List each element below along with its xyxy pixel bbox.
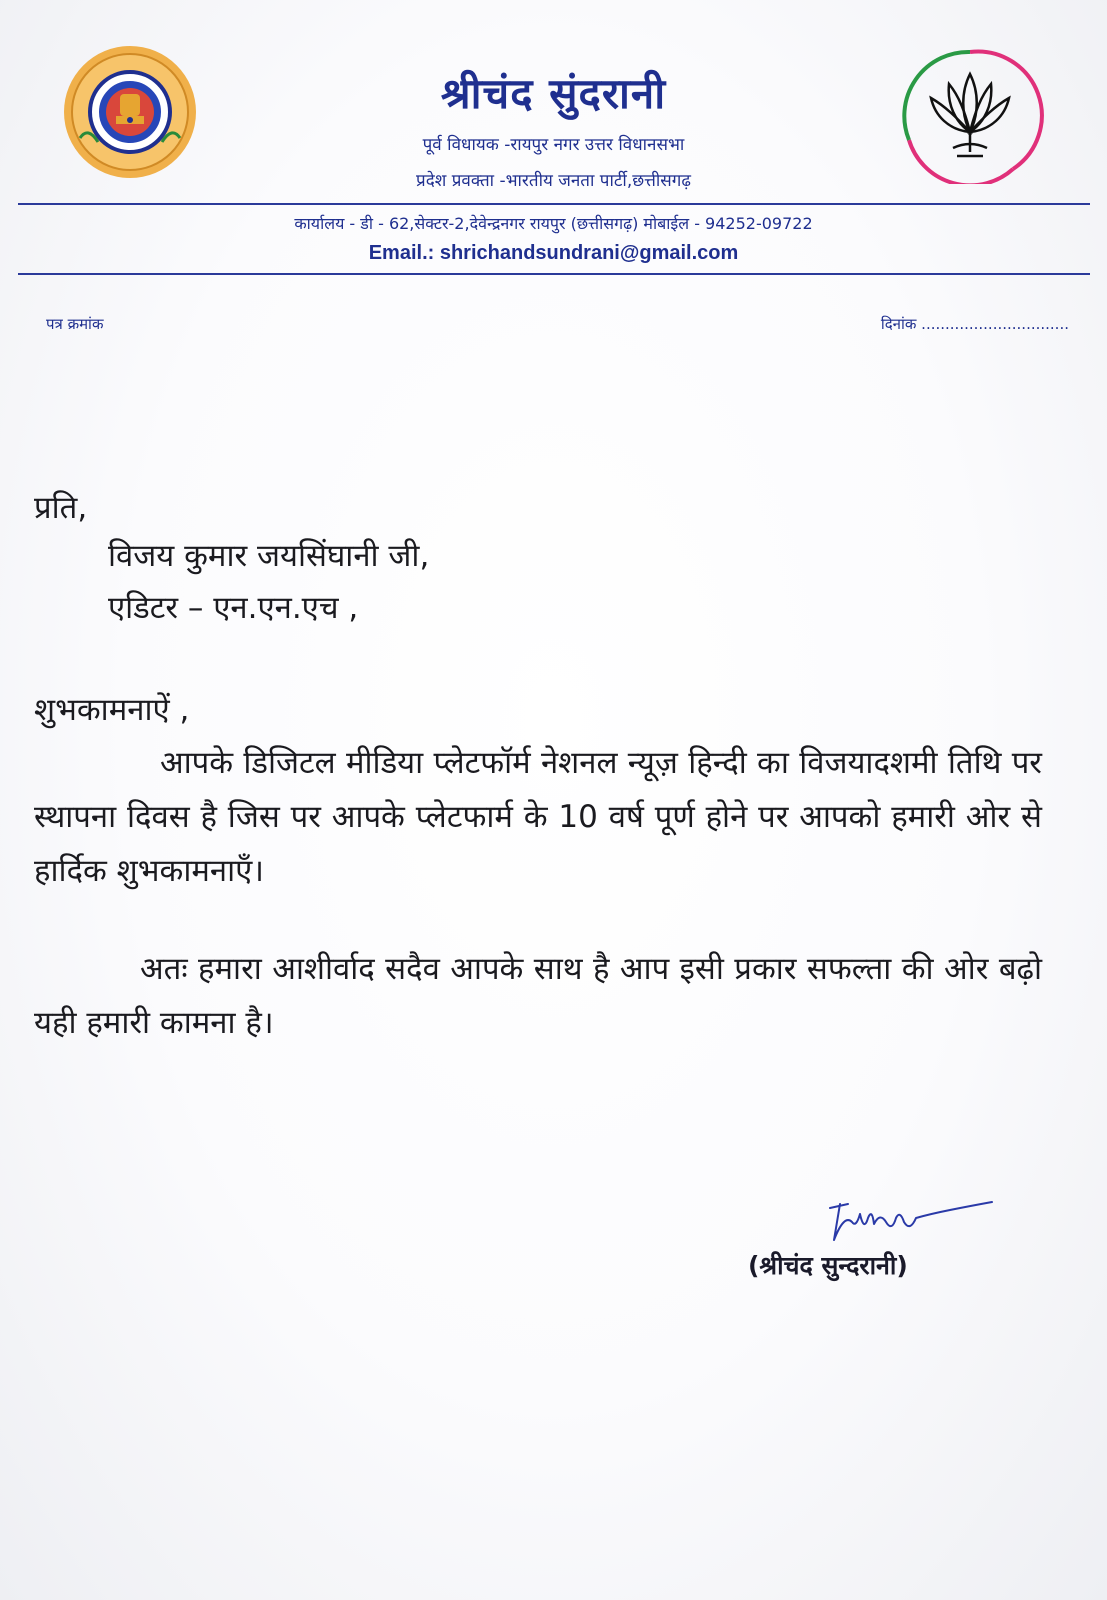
recipient-designation: एडिटर – एन.एन.एच ,	[108, 590, 359, 626]
letterhead-email: Email.: shrichandsundrani@gmail.com	[368, 242, 739, 264]
reference-number-label: पत्र क्रमांक	[46, 315, 104, 333]
handwritten-signature	[800, 1188, 1000, 1252]
date-label: दिनांक ...............................	[880, 315, 1069, 333]
greeting: शुभकामनाऐं ,	[34, 692, 190, 728]
lotus-logo-icon	[893, 44, 1048, 184]
signatory-name: (श्रीचंद सुन्दरानी)	[748, 1251, 908, 1280]
letterhead-designation-2: प्रदेश प्रवक्ता -भारतीय जनता पार्टी,छत्तीसगढ़	[416, 171, 691, 191]
salutation: प्रति,	[34, 490, 88, 526]
letterhead-address: कार्यालय - डी - 62,सेक्टर-2,देवेन्द्रनगर रायपुर (छत्तीसगढ़) मोबाईल - 94252-09722	[294, 214, 813, 233]
letterhead-name: श्रीचंद सुंदरानी	[440, 69, 667, 118]
letter-paragraph-2: अतः हमारा आशीर्वाद सदैव आपके साथ है आप इसी प्रकार सफल्ता की ओर बढ़ो यही हमारी कामना है।	[34, 951, 1042, 1041]
letter-paragraph-1: आपके डिजिटल मीडिया प्लेटफॉर्म नेशनल न्यूज़ हिन्दी का विजयादशमी तिथि पर स्थापना दिवस है जिस पर आपके प्लेटफार्म के 10 वर्ष पूर्ण होने पर आपको हमारी ओर से हार्दिक शुभकामनाएँ।	[34, 745, 1042, 889]
recipient-name: विजय कुमार जयसिंघानी जी,	[108, 538, 430, 574]
letterhead-designation-1: पूर्व विधायक -रायपुर नगर उत्तर विधानसभा	[422, 135, 685, 155]
header-rule-top	[18, 203, 1090, 205]
header-rule-bottom	[18, 273, 1090, 275]
